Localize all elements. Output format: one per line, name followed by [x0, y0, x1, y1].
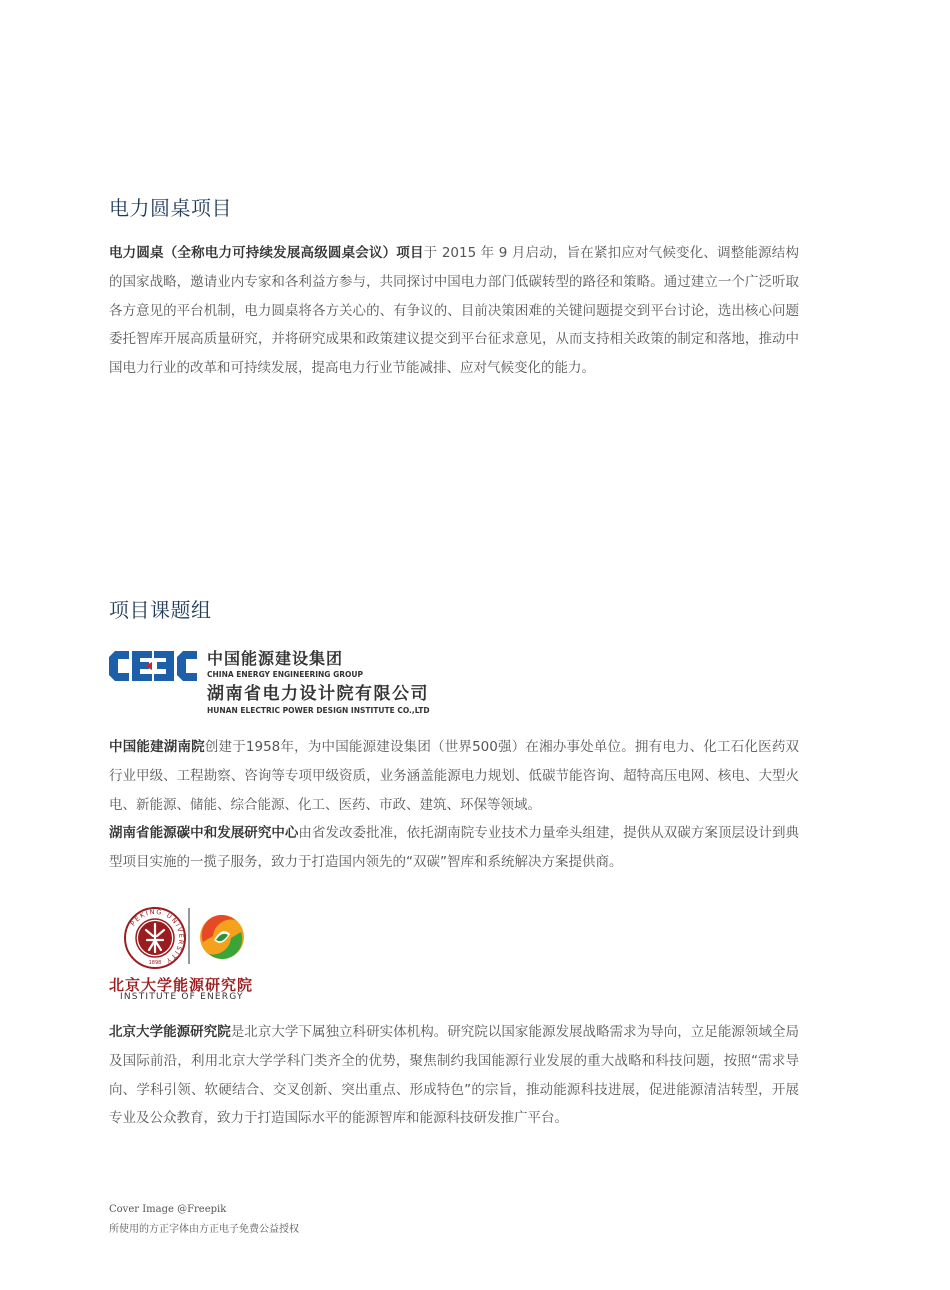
paragraph-body: 由省发改委批准，依托湖南院专业技术力量牵头组建，提供从双碳方案顶层设计到典型项目实施的一揽子服务，致力于打造国内领先的“双碳”智库和系统解决方案提供商。: [109, 825, 800, 871]
ceec-paragraph-1: [109, 733, 799, 819]
pku-description: [109, 1018, 799, 1133]
pku-paragraph: [109, 1018, 799, 1133]
ceec-paragraph-2: [109, 819, 799, 877]
footer: [109, 1200, 299, 1240]
section-heading: 项目课题组: [109, 598, 212, 622]
pku-bold-name: 北京大学能源研究院: [109, 1024, 231, 1040]
ceec-group-name-cn: 中国能源建设集团: [207, 649, 344, 668]
section-paragraph: [109, 239, 799, 383]
ceec-description: [109, 733, 799, 877]
font-license-note: 所使用的方正字体由方正电子免费公益授权: [109, 1224, 299, 1235]
pku-logo: [109, 906, 309, 1006]
lead-bold-text: 电力圆桌（全称电力可持续发展高级圆桌会议）项目: [109, 245, 424, 261]
pku-seal-year: 1898: [148, 960, 162, 966]
section-heading: 电力圆桌项目: [109, 196, 232, 220]
ceec-center-bold-name: 湖南省能源碳中和发展研究中心: [109, 825, 299, 842]
paragraph-body: 创建于1958年，为中国能源建设集团（世界500强）在湘办事处单位。拥有电力、化工石化医药双行业甲级、工程勘察、咨询等专项甲级资质，业务涵盖能源电力规划、低碳节能咨询、超特高压电网、核电、大型火电、新能源、储能、综合能源、化工、医药、市政、建筑、环保等领域。: [109, 739, 800, 813]
ceec-logo-text: [207, 648, 430, 716]
pku-seal-ring-text: PEKING UNIVERSITY: [128, 907, 186, 966]
ceec-company-name-en: HUNAN ELECTRIC POWER DESIGN INSTITUTE CO.,LTD: [207, 706, 430, 715]
pku-institute-name-en: INSTITUTE OF ENERGY: [120, 992, 244, 1002]
cover-image-credit: Cover Image @Freepik: [109, 1204, 227, 1215]
ceec-company-name-cn: 湖南省电力设计院有限公司: [207, 684, 429, 704]
section-power-roundtable: [109, 192, 799, 383]
paragraph-body: 于 2015 年 9 月启动，旨在紧扣应对气候变化、调整能源结构的国家战略，邀请业内专家和各利益方参与，共同探讨中国电力部门低碳转型的路径和策略。通过建立一个广泛听取各方意见的平台机制，电力圆桌将各方关心的、有争议的、目前决策困难的关键问题提交到平台讨论，选出核心问题委托智库开展高质量研究，并将研究成果和政策建议提交到平台征求意见，从而支持相关政策的制定和落地，推动中国电力行业的改革和可持续发展，提高电力行业节能减排、应对气候变化的能力。: [109, 245, 799, 377]
ceec-logo-mark: [109, 651, 197, 681]
ceec-bold-name: 中国能建湖南院: [109, 739, 205, 755]
section-project-team: [109, 594, 799, 623]
pku-institute-name-cn: 北京大学能源研究院: [109, 976, 254, 994]
paragraph-body: 是北京大学下属独立科研实体机构。研究院以国家能源发展战略需求为导向，立足能源领域全局及国际前沿，利用北京大学学科门类齐全的优势，聚焦制约我国能源行业发展的重大战略和科技问题，按照“需求导向、学科引领、软硬结合、交叉创新、突出重点、形成特色”的宗旨，推动能源科技进展，促进能源清洁转型，开展专业及公众教育，致力于打造国际水平的能源智库和能源科技研发推广平台。: [109, 1024, 800, 1127]
ceec-group-name-en: CHINA ENERGY ENGINEERING GROUP: [207, 670, 363, 679]
ceec-logo: [109, 648, 439, 720]
pku-seal-icon: [123, 906, 273, 970]
